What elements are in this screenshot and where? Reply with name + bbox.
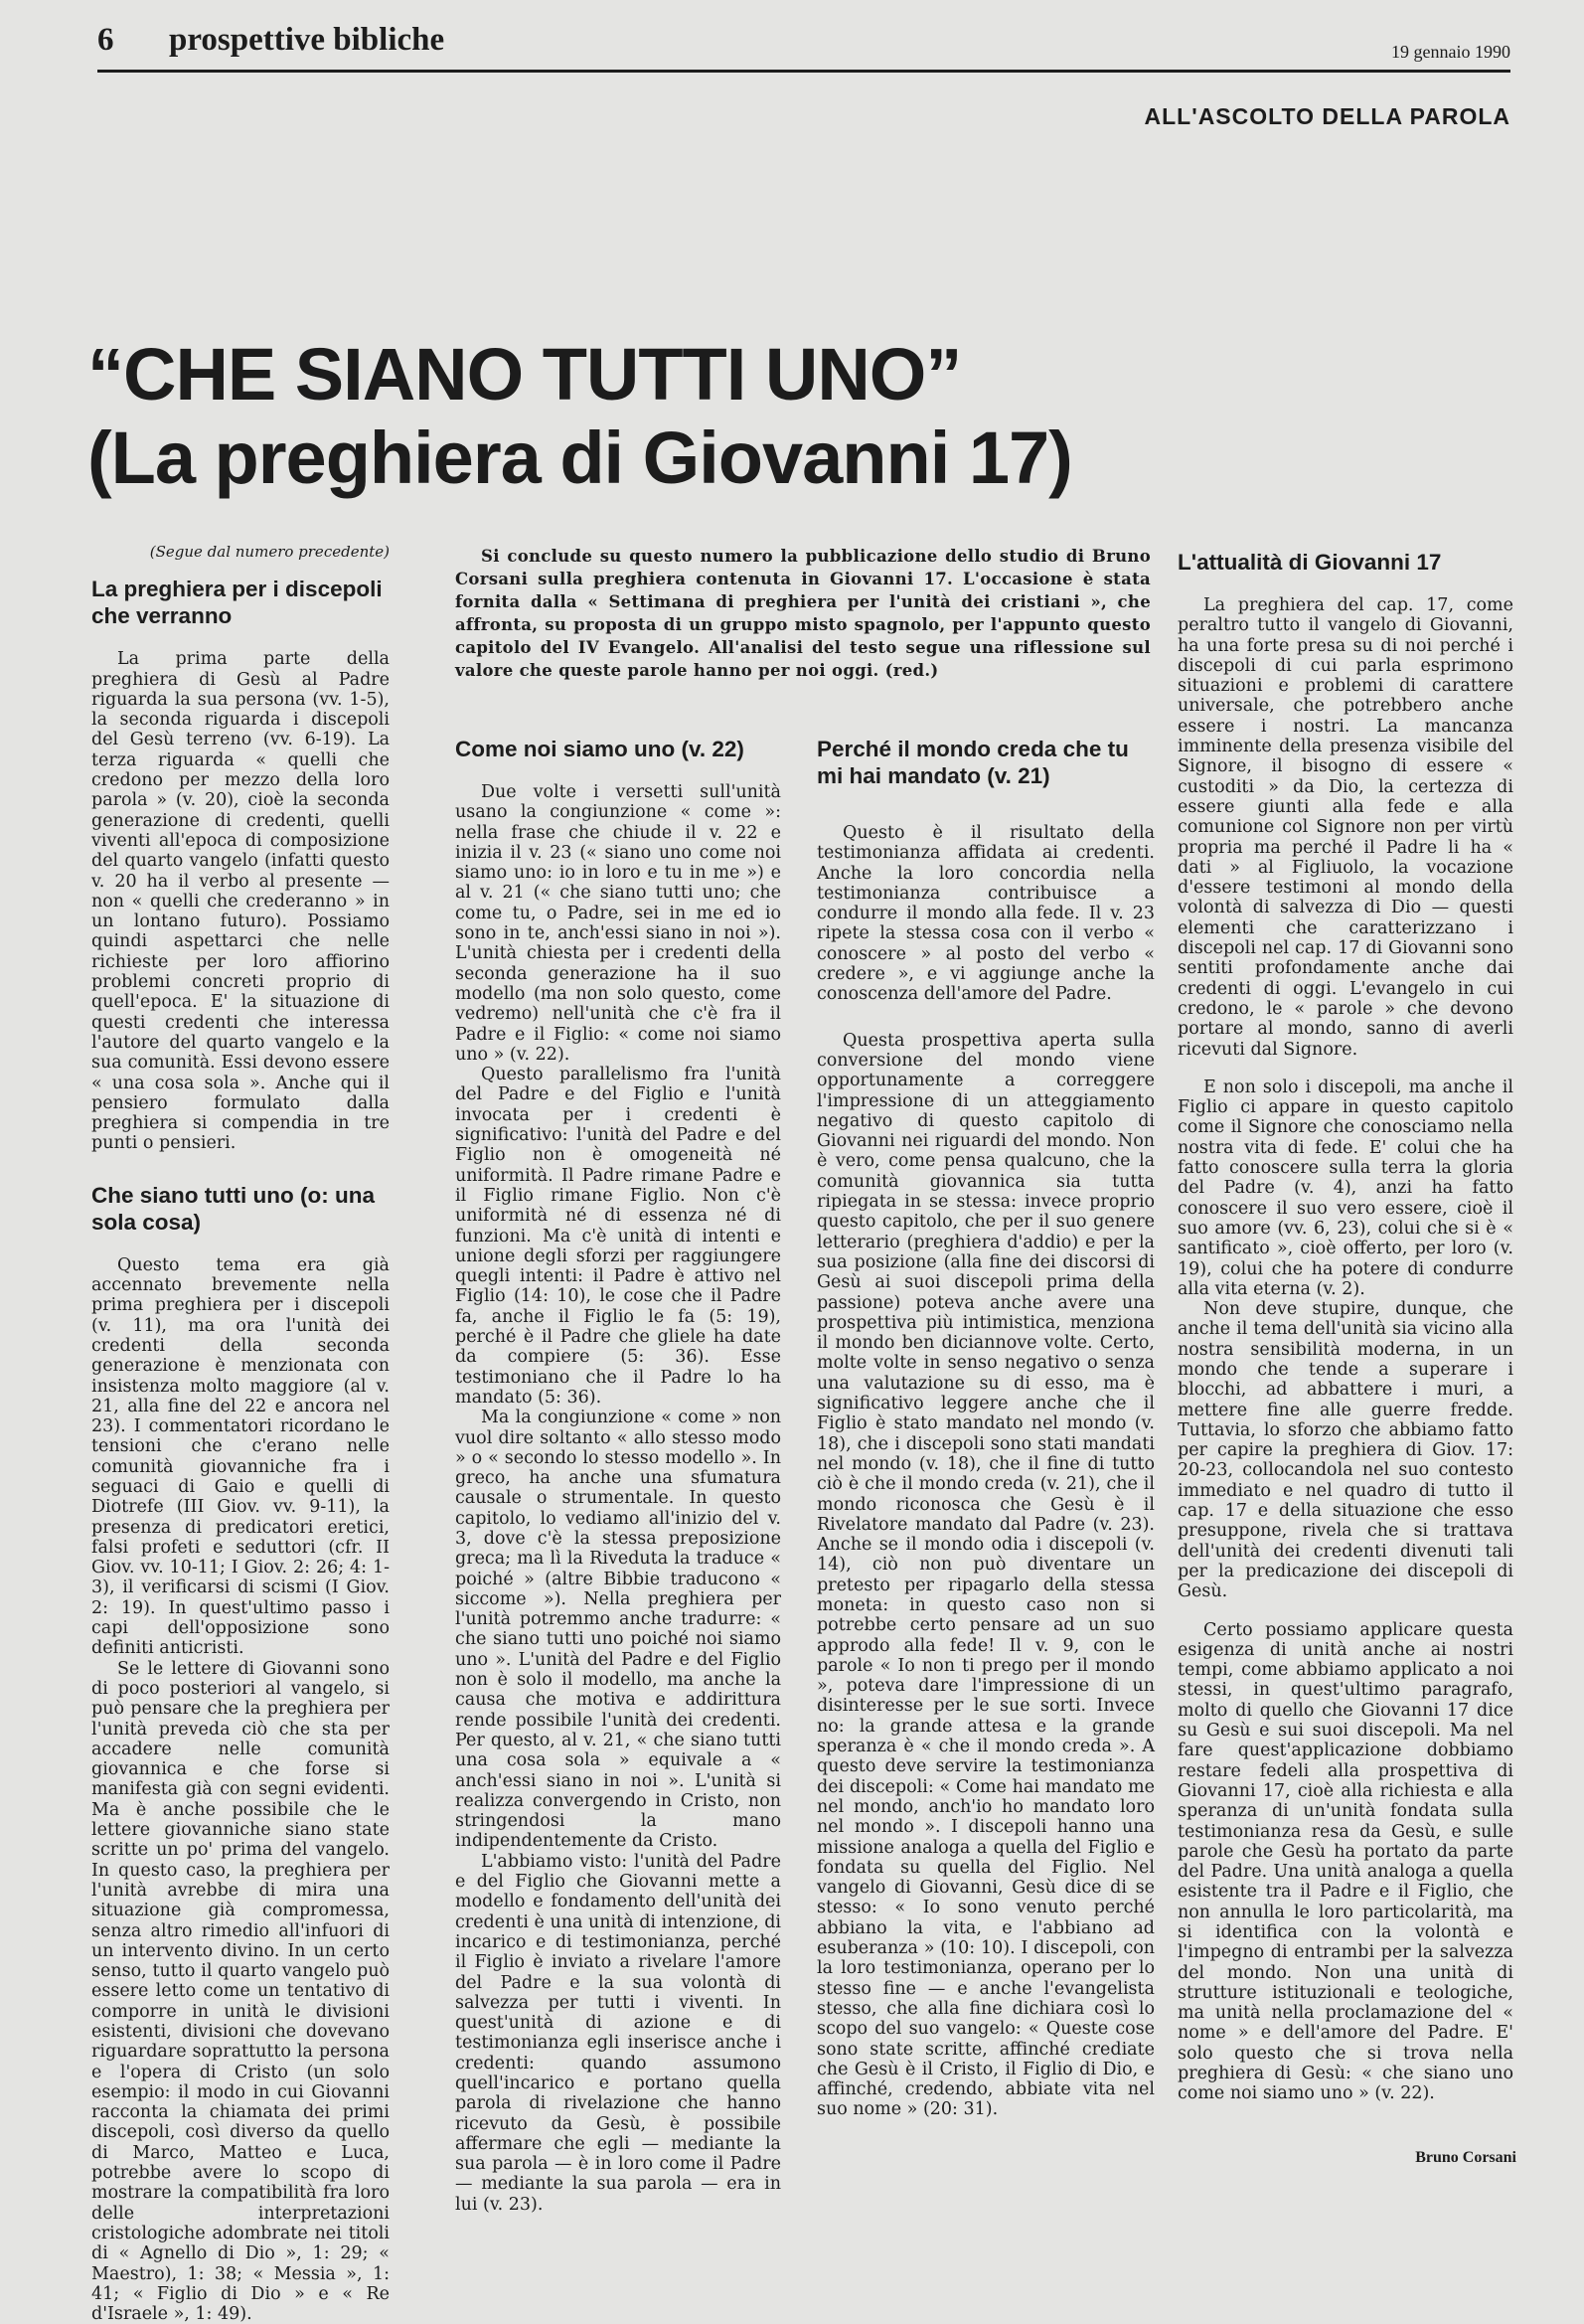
paragraph: Questo parallelismo fra l'unità del Padre e del Figlio e l'unità invocata per i credenti è significativo: l'unità del Padre e del Figlio non è omogeneità né uniformità. Il Padre rimane Padre e il Figlio rimane Figlio. Non c'è uniformità né di essenza né di funzioni. Ma c'è unità di intenti e unione degli sforzi per raggiungere quegli intenti: il Padre è attivo nel Figlio (14: 10), le cose che il Padre fa, anche il Figlio le fa (5: 19), perché è il Padre che gliele ha date da compiere (5: 36). Esse testimoniano che il Padre lo ha mandato (5: 36). [455,1065,781,1408]
paragraph: Due volte i versetti sull'unità usano la congiunzione « come »: nella frase che chiude il v. 22 e inizia il v. 23 (« siano uno come noi siamo uno: io in loro e tu in me ») e al v. 21 (« che siano tutti uno; che come tu, o Padre, sei in me ed io sono in te, anch'essi siano in noi »). L'unità chiesta per i credenti della seconda generazione ha il suo modello (ma non solo questo, come vedremo) nell'unità che c'è fra il Padre e il Figlio: « come noi siamo uno » (v. 22). [455,782,781,1065]
paragraph: Ma la congiunzione « come » non vuol dire soltanto « allo stesso modo » o « secondo lo stesso modello ». In greco, ha anche una sfumatura causale o strumentale. In questo capitolo, lo vediamo all'inizio del v. 3, dove c'è la stessa preposizione greca; ma lì la Riveduta la traduce « poiché » (altre Bibbie traducono « siccome »). Nella preghiera per l'unità potremmo anche tradurre: « che siano tutti uno poiché noi siamo uno ». L'unità del Padre e del Figlio non è solo il modello, ma anche la causa che motiva e addirittura rende possibile l'unità dei credenti. Per questo, al v. 21, « che siano tutti una cosa sola » equivale a « anch'essi siano in noi ». L'unità si realizza convergendo in Cristo, non stringendosi la mano indipendentemente da Cristo. [455,1408,781,1852]
paragraph: Questa prospettiva aperta sulla conversione del mondo viene opportunamente a correggere l'impressione di un atteggiamento negativo di questo capitolo di Giovanni nei riguardi del mondo. Non è vero, come pensa qualcuno, che la comunità giovannica sia tutta ripiegata in se stessa: invece proprio questo capitolo, che per il suo genere letterario (preghiera d'addio) e per la sua posizione (alla fine dei discorsi di Gesù ai suoi discepoli prima della passione) poteva anche avere una prospettiva più intimistica, menziona il mondo ben diciannove volte. Certo, molte volte in senso negativo o senza una valutazione su di esso, ma è significativo leggere anche che il Figlio è stato mandato nel mondo (v. 18), che i discepoli sono stati mandati nel mondo (v. 18), che il fine di tutto ciò è che il mondo creda (v. 21), che il mondo riconosca che Gesù è il Rivelatore mandato dal Padre (v. 23). Anche se il mondo odia i discepoli (v. 14), ciò non può diventare un pretesto per ripagarlo della stessa moneta: in questo caso non si potrebbe certo pensare ad un suo approdo alla fede! Il v. 9, con le parole « Io non ti prego per il mondo », poteva dare l'impressione di un disinteresse per le sue sorti. Invece no: la grande attesa e la grande speranza è « che il mondo creda ». A questo deve servire la testimonianza dei discepoli: « Come hai mandato me nel mondo, anch'io ho mandato loro nel mondo ». I discepoli hanno una missione analoga a quella del Figlio e fondata su quella del Figlio. Nel vangelo di Giovanni, Gesù dice di se stesso: « Io sono venuto perché abbiano la vita, e l'abbiano ad esuberanza » (10: 10). I discepoli, con la loro testimonianza, operano per lo stesso fine — e anche l'evangelista stesso, che alla fine dichiara così lo scopo del suo vangelo: « Queste cose sono state scritte, affinché crediate che Gesù è il Cristo, il Figlio di Dio, e affinché, credendo, abbiate vita nel suo nome » (20: 31). [817,1030,1155,2120]
heading-discepoli: La preghiera per i discepoli che verranno [91,577,383,629]
issue-date: 19 gennaio 1990 [1391,42,1510,62]
column-3 [817,736,1155,2120]
paragraph: La prima parte della preghiera di Gesù al Padre riguarda la sua persona (vv. 1-5), la seconda riguarda i discepoli del Gesù terreno (vv. 6-19). La terza riguarda « quelli che credono per mezzo della loro parola » (v. 20), cioè la seconda generazione di credenti, quelli viventi all'epoca di composizione del quarto vangelo (infatti questo v. 20 ha il verbo al presente — non « quelli che crederanno » in un lontano futuro). Possiamo quindi aspettarci che nelle richieste per loro affiorino problemi concreti proprio di quell'epoca. E' la situazione di questi credenti che interessa l'autore del quarto vangelo e la sua comunità. Essi devono essere « una cosa sola ». Anche qui il pensiero formulato dalla preghiera si compendia in tre punti o pensieri. [91,649,390,1154]
editorial-intro [455,545,1151,682]
paragraph: L'abbiamo visto: l'unità del Padre e del Figlio che Giovanni mette a modello e fondamento dell'unità dei credenti è una unità di intenzione, di incarico e di testimonianza, perché il Figlio è inviato a rivelare l'amore del Padre e la sua volontà di salvezza per tutti i viventi. In quest'unità di azione e di testimonianza egli inserisce anche i credenti: quando assumono quell'incarico e portano quella parola di rivelazione che hanno ricevuto da Gesù, è possibile affermare che egli — mediante la sua parola — è in loro come il Padre — mediante la sua parola — era in lui (v. 23). [455,1851,781,2215]
paragraph: Certo possiamo applicare questa esigenza di unità anche ai nostri tempi, come abbiamo applicato a noi stessi, in quest'ultimo paragrafo, molto di quello che Giovanni 17 dice su Gesù e sui suoi discepoli. Ma nel fare quest'applicazione dobbiamo restare fedeli alla prospettiva di Giovanni 17, cioè alla richiesta e alla speranza di un'unità fondata sulla testimonianza resa da Gesù, e sulle parole che Gesù ha portato da parte del Padre. Una unità analoga a quella esistente tra il Padre e il Figlio, che non annulla le loro particolarità, ma si identifica con la volontà e l'impegno di entrambi per la salvezza del mondo. Non una unità di strutture istituzionali e teologiche, ma unità nella proclamazione del « nome » e dell'amore del Padre. E' solo questo che si trova nella preghiera di Gesù: « che siano uno come noi siamo uno » (v. 22). [1178,1619,1513,2104]
author-signature: Bruno Corsani [1415,2149,1516,2166]
intro-text: Si conclude su questo numero la pubblicazione dello studio di Bruno Corsani sulla preghiera contenuta in Giovanni 17. L'occasione è stata fornita dalla « Settimana di preghiera per l'unità dei cristiani », che affronta, su proposta di un gruppo misto spagnolo, per l'appunto questo capitolo del IV Evangelo. All'analisi del testo segue una riflessione sul valore che queste parole hanno per noi oggi. (red.) [455,547,1151,680]
publication-name: prospettive bibliche [169,22,445,58]
page-header [97,18,1510,70]
continued-note: (Segue dal numero precedente) [149,543,390,561]
paragraph: Questo è il risultato della testimonianza affidata ai credenti. Anche la loro concordia nella testimonianza contribuisce a condurre il mondo alla fede. Il v. 23 ripete la stessa cosa con il verbo « conoscere » al posto del verbo « credere », e vi aggiunge anche la conoscenza dell'amore del Padre. [817,823,1155,1005]
heading-perche-mondo: Perché il mondo creda che tu mi hai mandato (v. 21) [817,737,1129,788]
paragraph: La preghiera del cap. 17, come peraltro tutto il vangelo di Giovanni, ha una forte presa su di noi perché i discepoli di cui parla esprimono situazioni e problemi di carattere universale, che potrebbero anche essere i nostri. La mancanza imminente della presenza visibile del Signore, il bisogno di essere « custoditi » da Dio, la certezza di essere giunti alla fede e alla comunione col Signore non per virtù propria ma perché il Padre li ha « dati » al Figliuolo, la vocazione d'essere testimoni al mondo della volontà di salvezza di Dio — questi elementi che caratterizzano i discepoli nel cap. 17 di Giovanni sono sentiti profondamente anche dai credenti di oggi. L'evangelo in cui credono, le « parole » che devono portare al mondo, sanno di averli ricevuti dal Signore. [1178,595,1513,1060]
paragraph: Non deve stupire, dunque, che anche il tema dell'unità sia vicino alla nostra sensibilità moderna, in un mondo che tende a superare i blocchi, ad abbattere i muri, a mettere fine alle guerre fredde. Tuttavia, lo sforzo che abbiamo fatto per capire la preghiera di Giov. 17: 20-23, collocandola nel suo contesto immediato e nel quadro di tutto il cap. 17 e della situazione che esso presuppone, rivela che si trattava dell'unità dei credenti divenuti tali per la predicazione dei discepoli di Gesù. [1178,1299,1513,1602]
page-number: 6 [97,22,114,58]
column-2 [455,736,781,2215]
paragraph: Se le lettere di Giovanni sono di poco posteriori al vangelo, si può pensare che la preghiera per l'unità preveda ciò che sta per accadere nelle comunità giovannica e che forse si manifesta già con segni evidenti. Ma è anche possibile che le lettere giovanniche siano state scritte un po' prima del vangelo. In questo caso, la preghiera per l'unità avrebbe di mira una situazione già compromessa, senza altro rimedio all'infuori di un intervento divino. In un certo senso, tutto il quarto vangelo può essere letto come un tentativo di comporre in unità le divisioni esistenti, divisioni che dovevano riguardare soprattutto la persona e l'opera di Cristo (un solo esempio: il modo in cui Giovanni racconta la chiamata dei primi discepoli, così diverso da quello di Marco, Matteo e Luca, potrebbe avere lo scopo di mostrare la compatibilità fra loro delle interpretazioni cristologiche adombrate nei titoli di « Agnello di Dio », 1: 29; « Maestro), 1: 38; « Messia », 1: 41; « Figlio di Dio » e « Re d'Israele », 1: 49). [91,1658,390,2324]
header-divider [97,70,1510,73]
heading-come-noi: Come noi siamo uno (v. 22) [455,737,744,761]
column-4 [1178,549,1513,2104]
heading-tutti-uno: Che siano tutti uno (o: una sola cosa) [91,1182,375,1235]
title-line-2: (La preghiera di Giovanni 17) [87,416,1072,499]
column-1 [91,542,390,2324]
paragraph: Questo tema era già accennato brevemente nella prima preghiera per i discepoli (v. 11), ma ora l'unità dei credenti della seconda generazione è menzionata con insistenza molto maggiore (al v. 21, alla fine del 22 e ancora nel 23). I commentatori ricordano le tensioni che c'erano nelle comunità giovanniche fra i seguaci di Gaio e quelli di Diotrefe (III Giov. vv. 9-11), la presenza di predicatori eretici, falsi profeti e seduttori (cfr. II Giov. vv. 10-11; I Giov. 2: 26; 4: 1-3), il verificarsi di scismi (I Giov. 2: 19). In quest'ultimo passo i capi dell'opposizione sono definiti anticristi. [91,1254,390,1659]
article-title [87,333,1518,500]
paragraph: E non solo i discepoli, ma anche il Figlio ci appare in questo capitolo come il Signore che conosciamo nella nostra vita di fede. E' colui che ha fatto conoscere sulla terra la gloria del Padre (v. 4), anzi ha fatto conoscere il suo vero essere, cioè il suo amore (vv. 6, 23), colui che si è « santificato », cioè offerto, per loro (v. 19), colui che ha potere di condurre alla vita eterna (v. 2). [1178,1077,1513,1299]
section-label: ALL'ASCOLTO DELLA PAROLA [1144,103,1510,129]
title-line-1: “CHE SIANO TUTTI UNO” [87,333,962,415]
heading-attualita: L'attualità di Giovanni 17 [1178,550,1442,575]
